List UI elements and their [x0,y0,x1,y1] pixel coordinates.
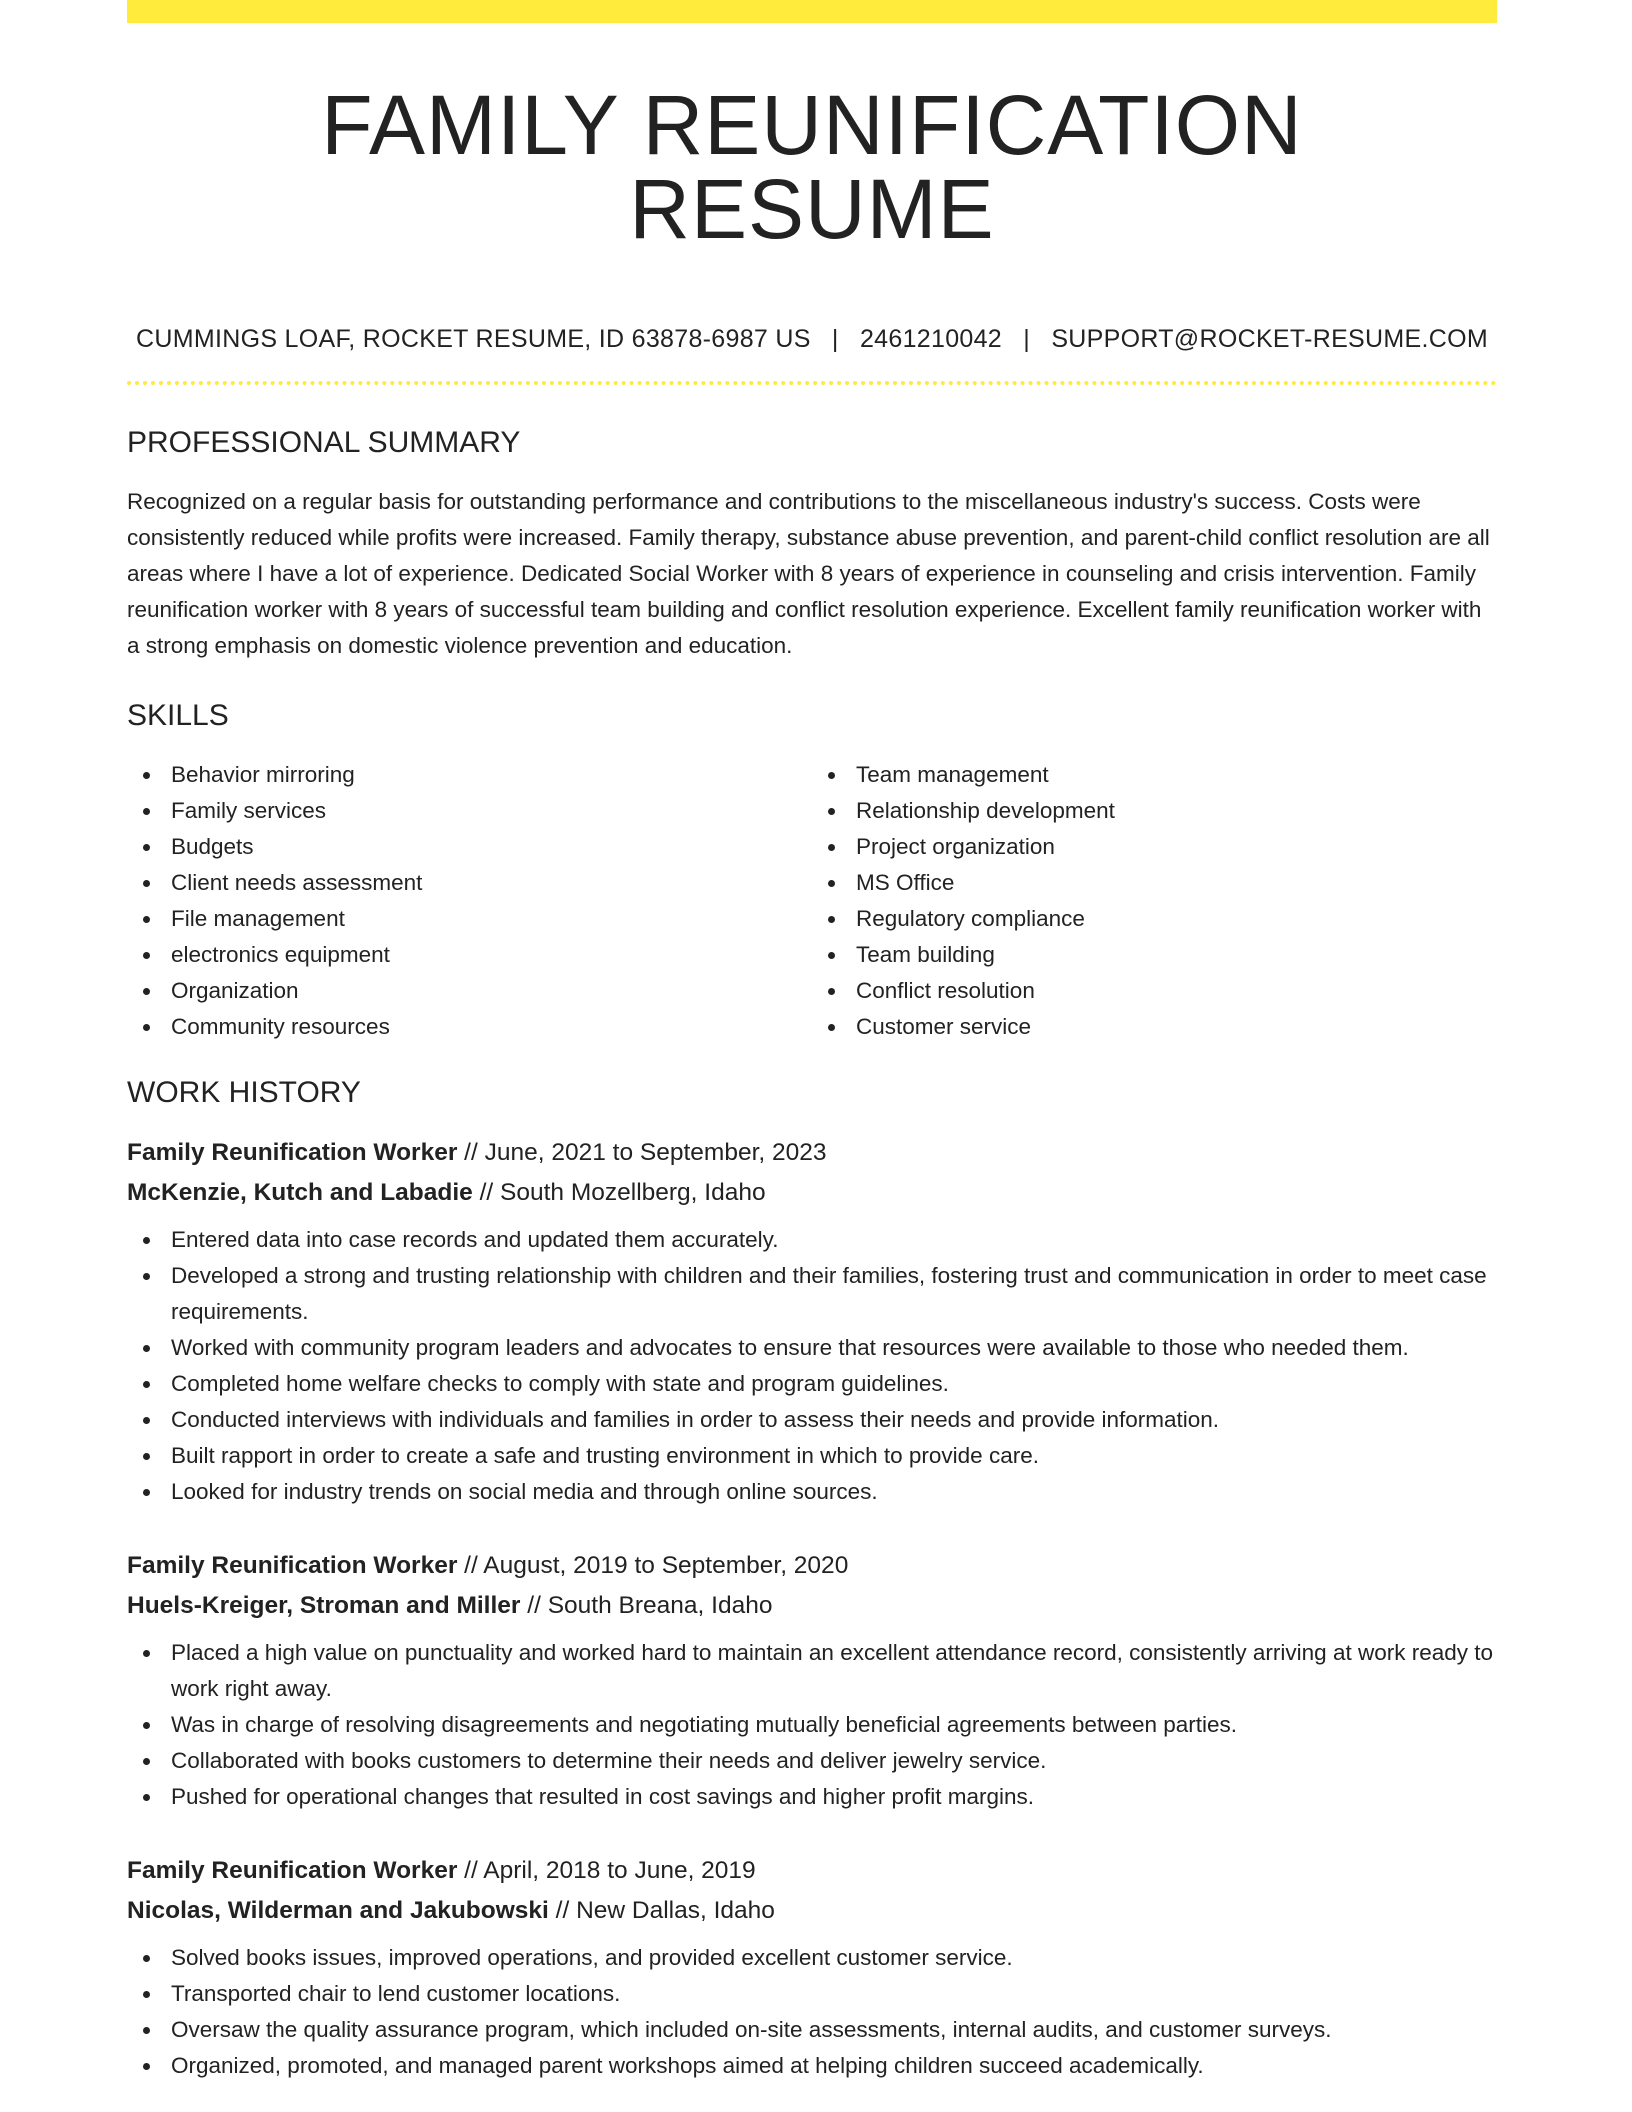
contact-email: SUPPORT@ROCKET-RESUME.COM [1051,325,1488,353]
job-bullet: Was in charge of resolving disagreements and negotiating mutually beneficial agreements between parties. [127,1707,1497,1743]
work-history-list [127,1133,1497,2084]
work-history-heading: WORK HISTORY [127,1076,361,1109]
contact-address: CUMMINGS LOAF, ROCKET RESUME, ID 63878-6987 US [136,325,811,353]
job-bullet: Entered data into case records and updated them accurately. [127,1222,1497,1258]
job-company: McKenzie, Kutch and Labadie [127,1179,473,1206]
job-location: New Dallas, Idaho [576,1897,775,1924]
job-entry [127,1851,1497,2084]
dotted-divider [127,381,1497,385]
skill-item: Behavior mirroring [127,757,812,793]
job-dates: June, 2021 to September, 2023 [484,1139,827,1166]
skill-item: MS Office [812,865,1497,901]
job-company-line: Nicolas, Wilderman and Jakubowski // New Dallas, Idaho [127,1897,775,1924]
resume-content [127,23,1497,2084]
accent-top-bar [127,0,1497,23]
contact-phone: 2461210042 [859,325,1003,353]
job-company-line: McKenzie, Kutch and Labadie // South Mozellberg, Idaho [127,1179,766,1206]
summary-text: Recognized on a regular basis for outstanding performance and contributions to the miscellaneous industry's success. Costs were consistently reduced while profits were increased. Family therapy, substance abuse prevention, and parent-child conflict resolution are all areas where I have a lot of experience. Dedicated Social Worker with 8 years of experience in counseling and crisis intervention. Family reunification worker with 8 years of successful team building and conflict resolution experience. Excellent family reunification worker with a strong emphasis on domestic violence prevention and education. [127,489,1490,658]
contact-separator: | [1023,325,1031,353]
skill-item: File management [127,901,812,937]
job-company: Huels-Kreiger, Stroman and Miller [127,1592,521,1619]
resume-title: FAMILY REUNIFICATION RESUME [321,78,1303,256]
job-title: Family Reunification Worker [127,1552,458,1579]
summary-heading: PROFESSIONAL SUMMARY [127,426,521,459]
job-bullet: Conducted interviews with individuals and families in order to assess their needs and provide information. [127,1402,1497,1438]
job-dates: August, 2019 to September, 2020 [483,1552,849,1579]
job-location: South Breana, Idaho [547,1592,773,1619]
skill-item: Project organization [812,829,1497,865]
job-entry [127,1133,1497,1510]
job-bullet: Built rapport in order to create a safe and trusting environment in which to provide care. [127,1438,1497,1474]
skill-item: Organization [127,973,812,1009]
skill-item: Regulatory compliance [812,901,1497,937]
job-bullet: Looked for industry trends on social media and through online sources. [127,1474,1497,1510]
skill-item: Community resources [127,1009,812,1045]
job-bullet: Organized, promoted, and managed parent workshops aimed at helping children succeed academically. [127,2048,1497,2084]
contact-line [127,324,1497,354]
job-title: Family Reunification Worker [127,1857,458,1884]
job-title-line: Family Reunification Worker // April, 2018 to June, 2019 [127,1857,756,1884]
job-company-line: Huels-Kreiger, Stroman and Miller // South Breana, Idaho [127,1592,773,1619]
job-bullet: Worked with community program leaders and advocates to ensure that resources were available to those who needed them. [127,1330,1497,1366]
skills-heading: SKILLS [127,699,229,732]
skill-item: Relationship development [812,793,1497,829]
job-bullet: Developed a strong and trusting relationship with children and their families, fostering trust and communication in order to meet case requirements. [127,1258,1497,1330]
job-bullet: Solved books issues, improved operations, and provided excellent customer service. [127,1940,1497,1976]
job-bullets [127,1635,1497,1815]
contact-separator: | [831,325,839,353]
skills-column-right [812,757,1497,1045]
job-bullet: Pushed for operational changes that resulted in cost savings and higher profit margins. [127,1779,1497,1815]
job-bullets [127,1222,1497,1510]
skill-item: Team building [812,937,1497,973]
skill-item: Conflict resolution [812,973,1497,1009]
skills-list [127,757,1497,1045]
skill-item: Team management [812,757,1497,793]
skill-item: Budgets [127,829,812,865]
job-entry [127,1546,1497,1815]
job-bullet: Collaborated with books customers to determine their needs and deliver jewelry service. [127,1743,1497,1779]
job-bullet: Completed home welfare checks to comply with state and program guidelines. [127,1366,1497,1402]
job-title-line: Family Reunification Worker // June, 2021 to September, 2023 [127,1139,827,1166]
job-bullet: Oversaw the quality assurance program, which included on-site assessments, internal audits, and customer surveys. [127,2012,1497,2048]
job-title: Family Reunification Worker [127,1139,458,1166]
job-bullets [127,1940,1497,2084]
job-bullet: Placed a high value on punctuality and worked hard to maintain an excellent attendance record, consistently arriving at work ready to work right away. [127,1635,1497,1707]
job-bullet: Transported chair to lend customer locations. [127,1976,1497,2012]
skill-item: Client needs assessment [127,865,812,901]
skill-item: electronics equipment [127,937,812,973]
job-title-line: Family Reunification Worker // August, 2019 to September, 2020 [127,1552,849,1579]
skill-item: Family services [127,793,812,829]
job-dates: April, 2018 to June, 2019 [483,1857,756,1884]
skill-item: Customer service [812,1009,1497,1045]
job-location: South Mozellberg, Idaho [500,1179,766,1206]
skills-column-left [127,757,812,1045]
job-company: Nicolas, Wilderman and Jakubowski [127,1897,549,1924]
